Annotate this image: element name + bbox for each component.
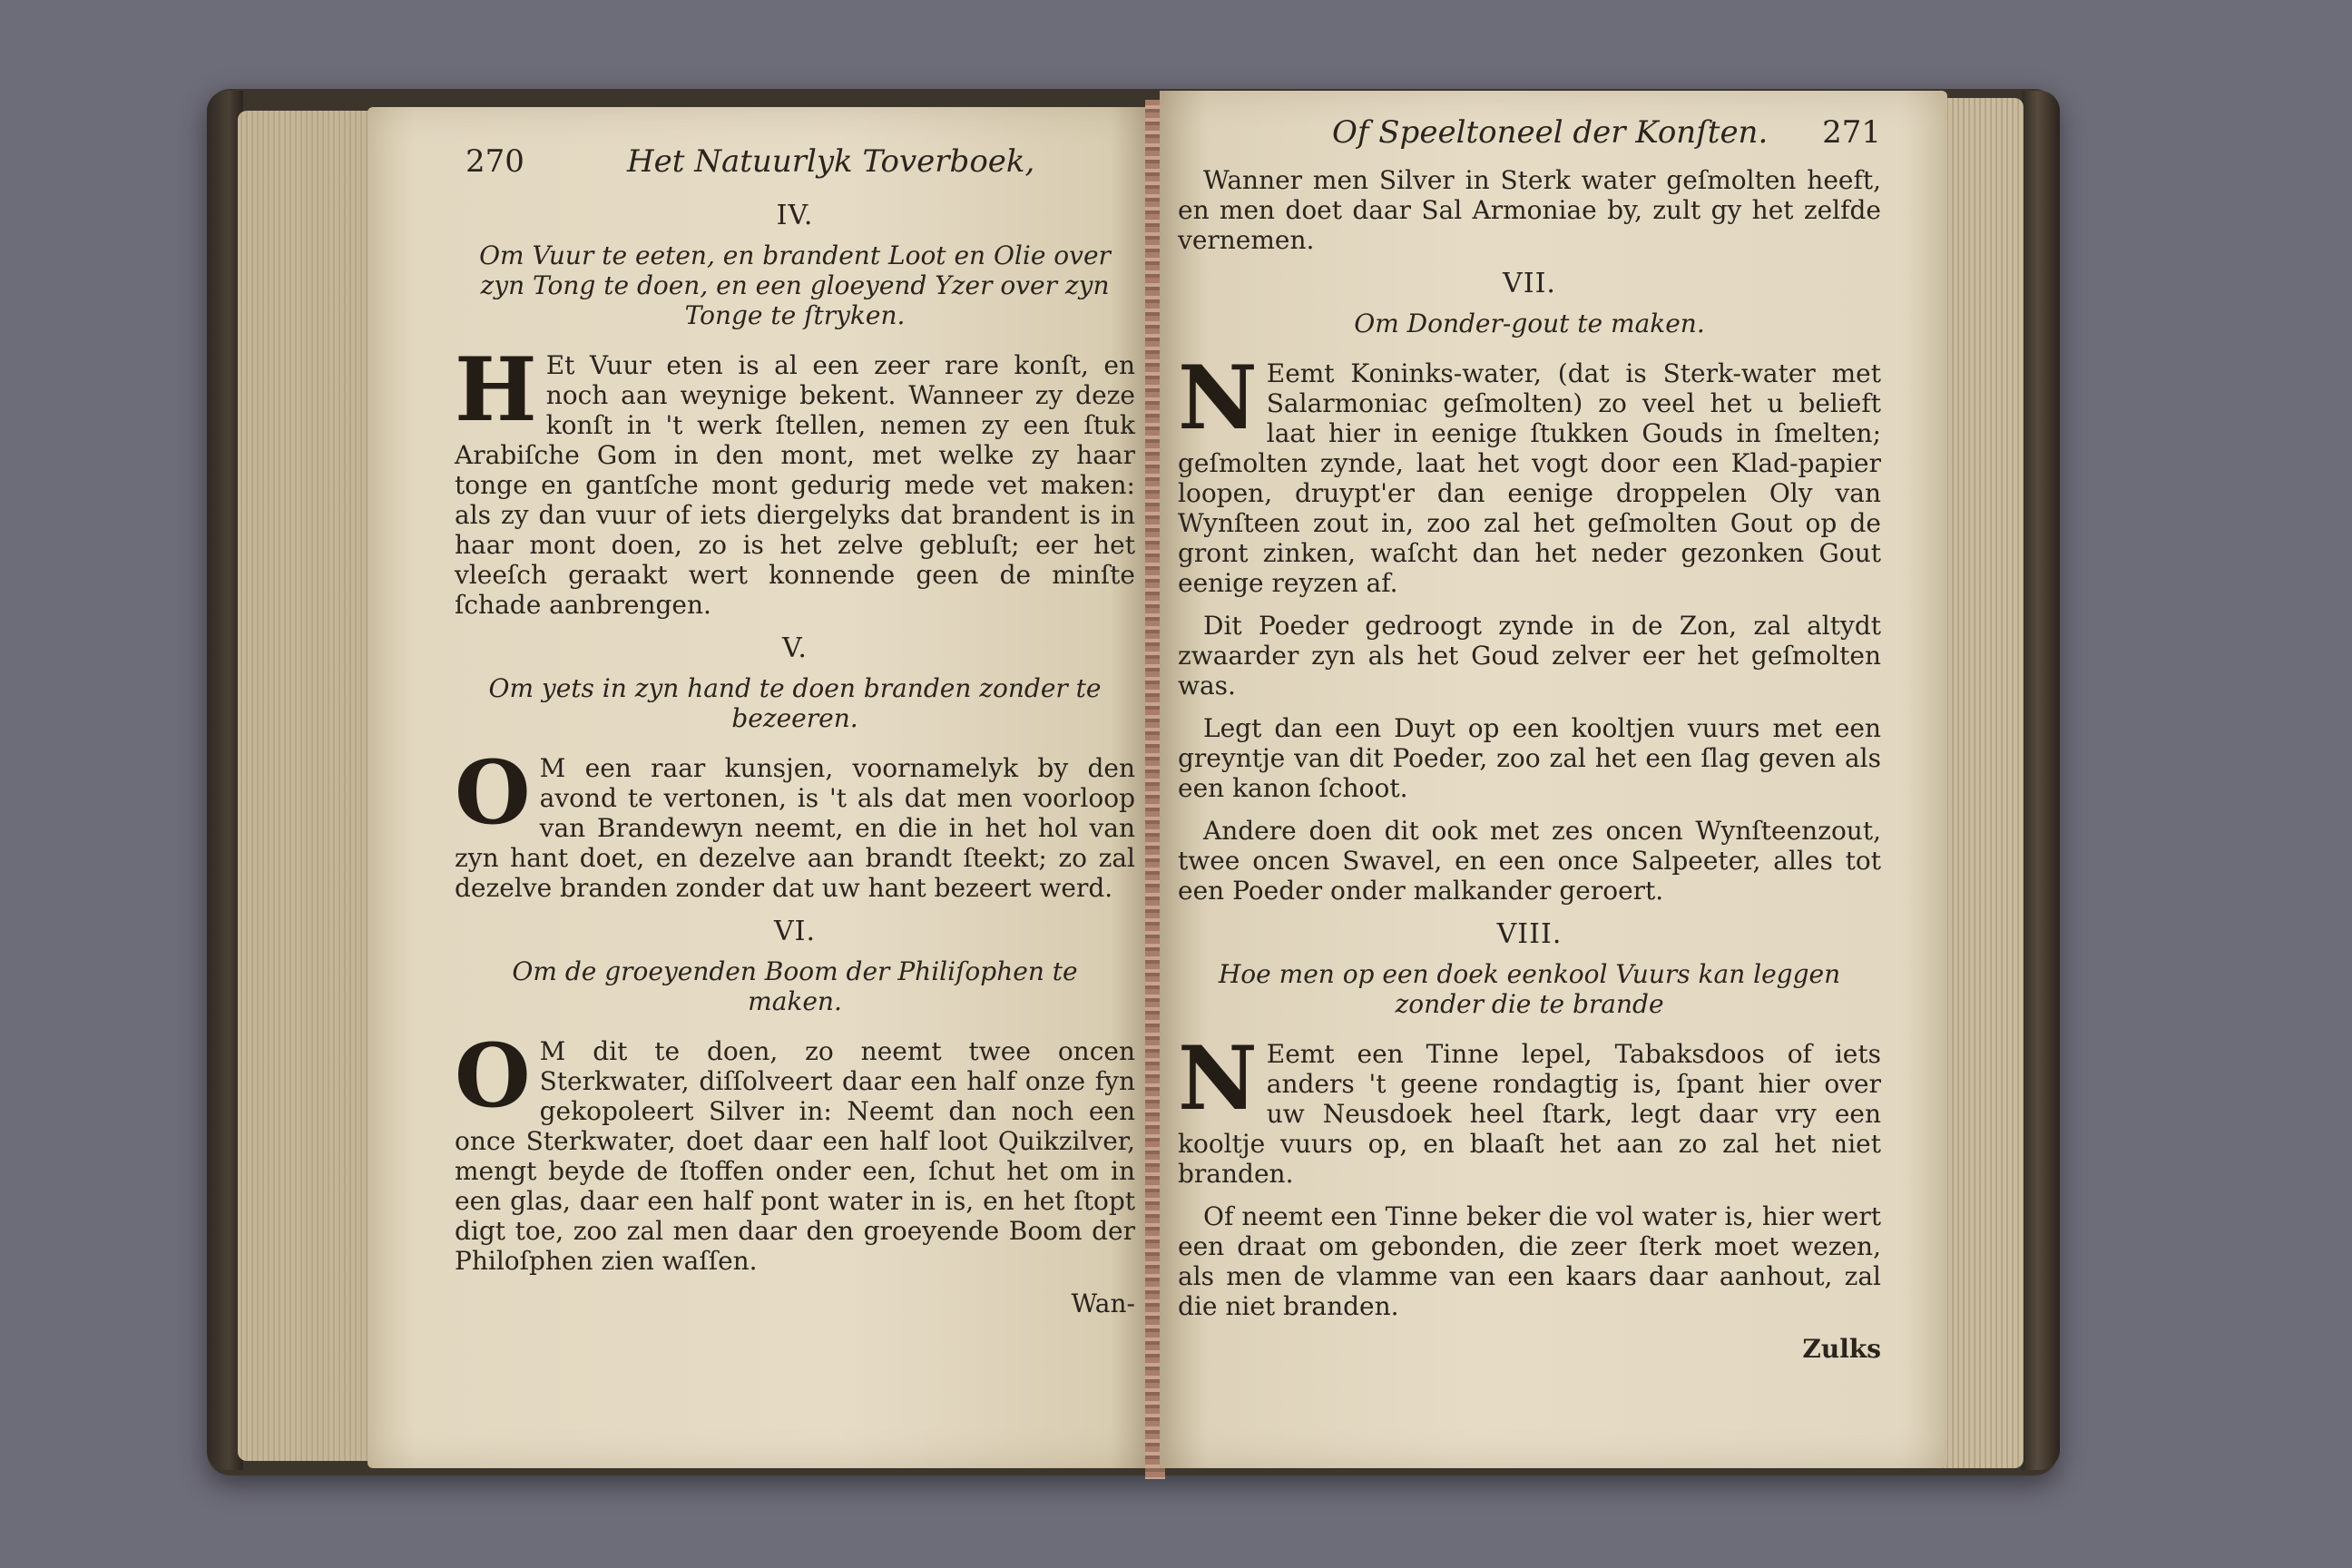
drop-cap: H	[455, 338, 537, 441]
drop-cap: O	[455, 1024, 531, 1127]
section-title: Om Donder-gout te maken.	[1354, 309, 1705, 338]
right-page-number: 271	[1822, 114, 1881, 151]
paragraph-text: Et Vuur eten is al een zeer rare konſt, en noch aan weynige bekent. Wanneer zy deze konſt in 't werk ſtellen, nemen zy een ſtuk Arabiſche Gom in den mont, met welke zy haar tonge en gantſche mont gedurig mede vet maken: als zy dan vuur of iets diergelyks dat brandent is in haar mont doen, zo is het zelve gebluſt; eer het vleeſch geraakt wert konnende geen de minſte ſchade aanbrengen.	[455, 350, 1135, 620]
page-edges-right	[1944, 98, 2024, 1468]
paragraph-text: Dit Poeder gedroogt zynde in de Zon, zal altydt zwaarder zyn als het Goud zelver eer het geſmolten was.	[1178, 611, 1881, 701]
paragraph-text: Andere doen dit ook met zes oncen Wynſteenzout, twee oncen Swavel, en een once Salpeeter, alles tot een Poeder onder malkander geroert.	[1178, 816, 1881, 906]
section-paragraph	[1178, 1027, 1881, 1189]
section-number: VII.	[1503, 268, 1556, 299]
section-paragraph	[455, 338, 1135, 620]
drop-cap: N	[1178, 347, 1258, 449]
section-title: Om de groeyenden Boom der Philiſophen te maken.	[512, 956, 1078, 1016]
paragraph-text: Eemt Koninks-water, (dat is Sterk-water met Salarmoniac geſmolten) zo veel het u belieft laat hier in eenige ſtukken Gouds in ſmelten; geſmolten zynde, laat het vogt door een Klad-papier loopen, druypt'er dan eenige droppelen Oly van Wynſteen zout in, zoo zal het geſmolten Gout op de gront zinken, waſcht dan het neder gezonken Gout eenige reyzen af.	[1178, 358, 1881, 598]
section-paragraph	[455, 1024, 1135, 1276]
section-title: Om Vuur te eeten, en brandent Loot en Olie over zyn Tong te doen, en een gloeyend Yzer over zyn Tonge te ſtryken.	[479, 240, 1111, 330]
paragraph-text: Eemt een Tinne lepel, Tabaksdoos of iets anders 't geene rondagtig is, ſpant hier over uw Neusdoek heel ſtark, legt daar vry een kooltje vuurs op, en blaaſt het aan zo zal het niet branden.	[1178, 1039, 1881, 1189]
drop-cap: O	[455, 741, 531, 844]
cover-edge-right	[2022, 91, 2060, 1470]
right-running-head: Of Speeltoneel der Konſten.	[1332, 114, 1769, 151]
section-number: VIII.	[1496, 918, 1563, 950]
section-number: V.	[782, 632, 808, 664]
section-paragraph	[455, 741, 1135, 903]
section-number: IV.	[776, 200, 814, 231]
paragraph-text: Legt dan een Duyt op een kooltjen vuurs met een greyntje van dit Poeder, zoo zal het een ſlag geven als een kanon ſchoot.	[1178, 713, 1881, 803]
section-paragraph	[1178, 347, 1881, 598]
paragraph-text: Of neemt een Tinne beker die vol water is, hier wert een draat om gebonden, die zeer ſterk moet wezen, als men de vlamme van een kaars daar aanhout, zal die niet branden.	[1178, 1201, 1881, 1321]
page-edges-left	[238, 111, 381, 1461]
drop-cap: N	[1178, 1027, 1258, 1130]
section-title: Hoe men op een doek eenkool Vuurs kan leggen zonder die te brande	[1218, 959, 1841, 1019]
paragraph-text: Wanner men Silver in Sterk water geſmolten heeft, en men doet daar Sal Armoniae by, zult gy het zelfde vernemen.	[1178, 165, 1881, 255]
catchword: Zulks	[1802, 1334, 1881, 1364]
section-number: VI.	[773, 916, 817, 947]
left-page-header	[455, 143, 1135, 194]
right-page-header	[1178, 114, 1881, 165]
right-page	[1160, 91, 1947, 1468]
section-title: Om yets in zyn hand te doen branden zonder te bezeeren.	[488, 673, 1102, 733]
left-running-head: Het Natuurlyk Toverboek,	[627, 143, 1035, 180]
catchword: Wan-	[1071, 1289, 1135, 1318]
left-page-number: 270	[466, 143, 524, 180]
paragraph-text: M dit te doen, zo neemt twee oncen Sterkwater, diſſolveert daar een half onze fyn gekopoleert Silver in: Neemt dan noch een once Sterkwater, doet daar een half loot Quikzilver, mengt beyde de ſtoffen onder een, ſchut het om in een glas, daar een half pont water in is, en het ſtopt digt toe, zoo zal men daar den groeyende Boom der Philoſphen zien waſſen.	[455, 1036, 1135, 1276]
left-page	[368, 107, 1150, 1468]
paragraph-text: M een raar kunsjen, voornamelyk by den avond te vertonen, is 't als dat men voorloop van Brandewyn neemt, en die in het hol van zyn hant doet, en dezelve aan brandt ſteekt; zo zal dezelve branden zonder dat uw hant bezeert werd.	[455, 753, 1135, 903]
